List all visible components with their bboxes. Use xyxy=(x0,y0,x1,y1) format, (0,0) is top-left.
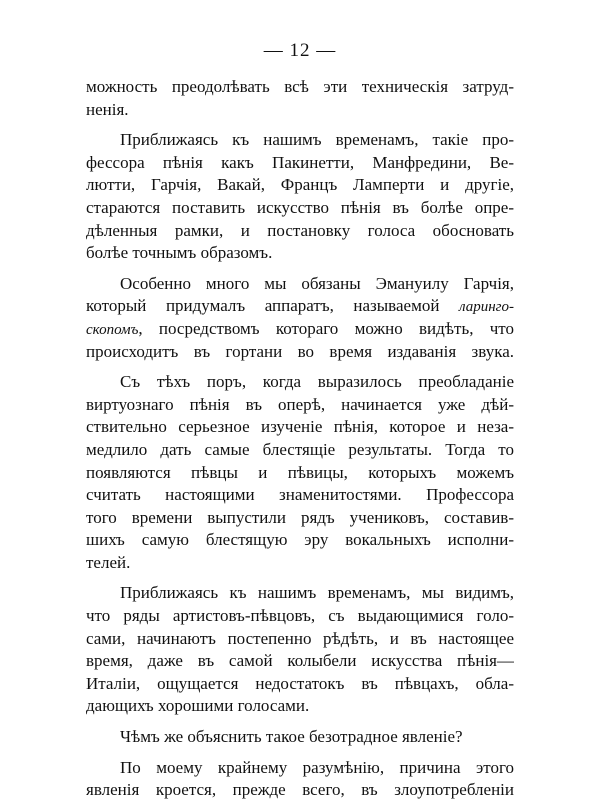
text-line: появляются пѣвцы и пѣвицы, которыхъ можемъ xyxy=(86,462,514,482)
text-line: стараются поставить искусство пѣнія въ болѣе опре- xyxy=(86,197,514,217)
text-line: Съ тѣхъ поръ, когда выразилось преобладаніе xyxy=(120,372,514,392)
paragraph-1 xyxy=(86,76,514,121)
paragraph-3 xyxy=(86,273,514,363)
text-line: виртуознаго пѣнія въ оперѣ, начинается уже дѣй- xyxy=(86,394,514,414)
paragraph-7 xyxy=(86,757,514,802)
text-line: телей. xyxy=(86,552,131,572)
text-line: время, даже въ самой колыбели искусства пѣнія— xyxy=(86,651,514,671)
paragraph-4 xyxy=(86,371,514,574)
text-line: Чѣмъ же объяснить такое безотрадное явленіе? xyxy=(120,727,463,747)
text-line: происходитъ въ гортани во время издаванія звука. xyxy=(86,341,514,361)
paragraph-5 xyxy=(86,582,514,718)
text-line: можность преодолѣвать всѣ эти техническія затруд- xyxy=(86,77,514,96)
text-line: Приближаясь къ нашимъ временамъ, мы видимъ, xyxy=(120,583,514,603)
body-text xyxy=(86,76,514,802)
paragraph-2 xyxy=(86,129,514,265)
text-line: дающихъ хорошими голосами. xyxy=(86,696,310,716)
paragraph-6 xyxy=(86,726,514,749)
text-line: Приближаясь къ нашимъ временамъ, такіе про- xyxy=(120,130,514,150)
text-line: По моему крайнему разумѣнію, причина этого xyxy=(120,757,514,777)
italic-term: ларинго- xyxy=(458,299,514,316)
text-line xyxy=(86,295,514,318)
text-line: болѣе точнымъ образомъ. xyxy=(86,243,273,263)
text-line: того времени выпустили рядъ учениковъ, составив- xyxy=(86,507,514,527)
text-span: который придумалъ аппаратъ, называемой xyxy=(86,296,440,316)
text-line: ненія. xyxy=(86,99,129,119)
text-line: лютти, Гарчія, Вакай, Францъ Ламперти и другіе, xyxy=(86,175,514,195)
text-line: дѣленныя рамки, и постановку голоса обосновать xyxy=(86,220,514,240)
page-number: — 12 — xyxy=(263,40,337,61)
text-line: шихъ самую блестящую эру вокальныхъ исполни- xyxy=(86,530,514,550)
text-line: Особенно много мы обязаны Эмануилу Гарчія, xyxy=(120,273,514,293)
text-line: фессора пѣнія какъ Пакинетти, Манфредини, Ве- xyxy=(86,152,514,172)
text-line: Италіи, ощущается недостатокъ въ пѣвцахъ, обла- xyxy=(86,673,514,693)
text-span: , посредствомъ котораго можно видѣть, что xyxy=(138,318,514,338)
text-line: что ряды артистовъ-пѣвцовъ, съ выдающимися голо- xyxy=(86,606,514,626)
text-line xyxy=(86,318,514,341)
text-line: ствительно серьезное изученіе пѣнія, которое и неза- xyxy=(86,417,514,437)
text-line: явленія кроется, прежде всего, въ злоупотребленіи xyxy=(86,780,514,800)
text-line: сами, начинаютъ постепенно рѣдѣть, и въ настоящее xyxy=(86,628,514,648)
text-line: считать настоящими знаменитостями. Профессора xyxy=(86,485,514,505)
text-line: медлило дать самые блестящіе результаты. Тогда то xyxy=(86,439,514,459)
italic-term: скопомъ xyxy=(86,321,139,338)
